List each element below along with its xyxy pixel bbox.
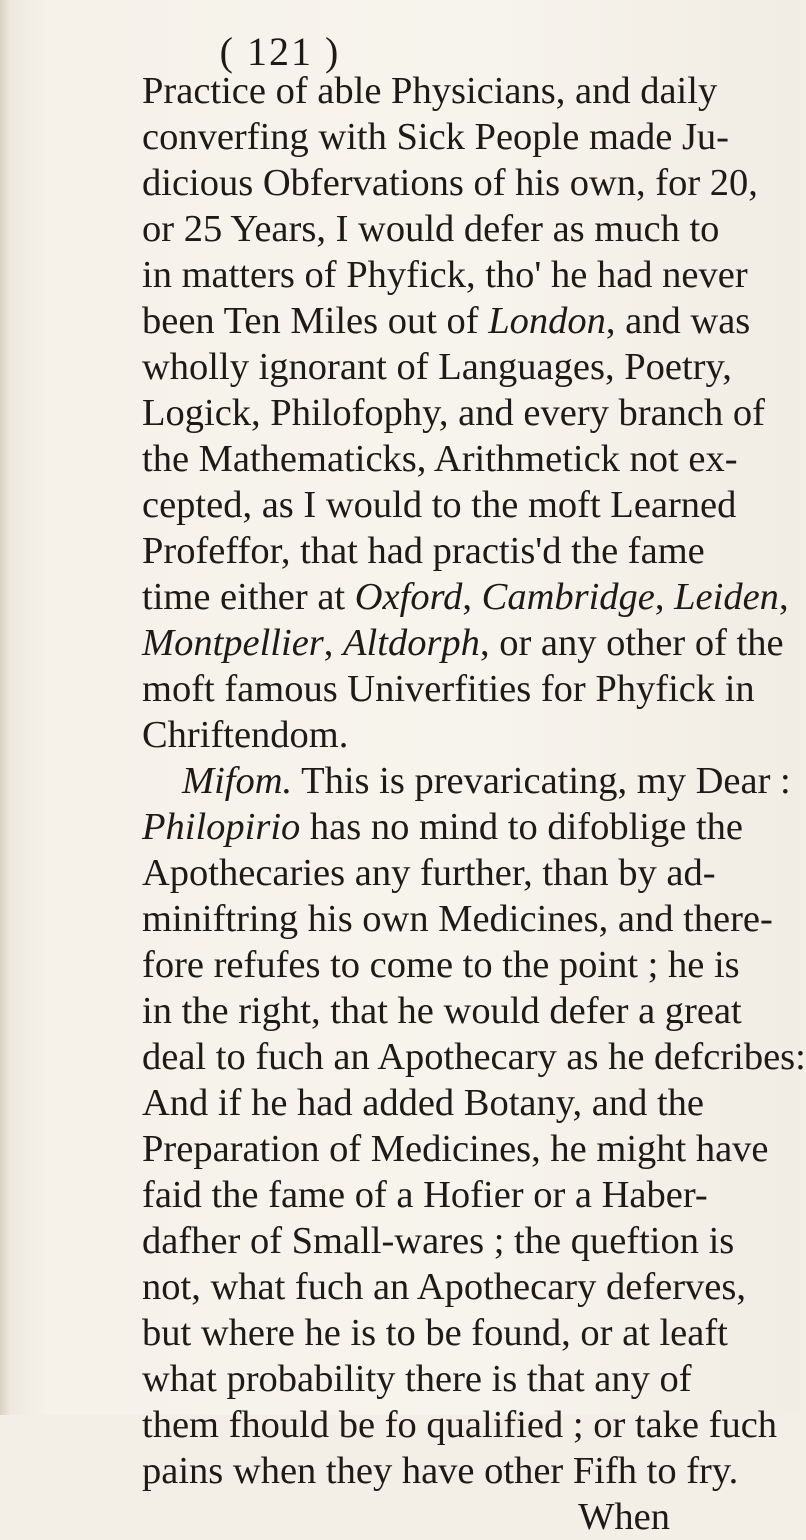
text-line: fore refufes to come to the point ; he is bbox=[142, 944, 740, 986]
text-line: faid the fame of a Hofier or a Haber- bbox=[142, 1174, 708, 1216]
text-run: time either at bbox=[142, 576, 355, 618]
place-name-altdorph: Altdorph bbox=[343, 622, 480, 664]
text-run: been Ten Miles out of bbox=[142, 300, 489, 342]
text-run: This is prevaricating, my Dear : bbox=[292, 760, 791, 802]
body-text bbox=[142, 68, 806, 1540]
text-line: in the right, that he would defer a great bbox=[142, 990, 742, 1032]
place-name-leiden: Leiden bbox=[674, 576, 779, 618]
text-line bbox=[142, 298, 751, 344]
text-line: what probability there is that any of bbox=[142, 1358, 692, 1400]
page-gutter-shadow bbox=[0, 0, 10, 1415]
text-run: has no mind to difoblige the bbox=[300, 806, 743, 848]
place-name-montpellier: Montpellier bbox=[142, 622, 324, 664]
text-line: dafher of Small-wares ; the queftion is bbox=[142, 1220, 735, 1262]
text-line: Logick, Philofophy, and every branch of bbox=[142, 392, 765, 434]
text-line: or 25 Years, I would defer as much to bbox=[142, 208, 720, 250]
text-line: the Mathematicks, Arithmetick not ex- bbox=[142, 438, 738, 480]
text-line: pains when they have other Fifh to fry. bbox=[142, 1450, 739, 1492]
text-line bbox=[142, 804, 743, 850]
text-line: Preparation of Medicines, he might have bbox=[142, 1128, 769, 1170]
text-line: deal to fuch an Apothecary as he defcribes: bbox=[142, 1036, 806, 1078]
page-number: ( 121 ) bbox=[219, 29, 341, 74]
text-line: Chriftendom. bbox=[142, 714, 349, 756]
text-line: in matters of Phyfick, tho' he had never bbox=[142, 254, 748, 296]
place-name-oxford: Oxford bbox=[354, 576, 463, 618]
text-line bbox=[142, 574, 789, 620]
text-run: , bbox=[323, 622, 344, 664]
text-line: but where he is to be found, or at leaft bbox=[142, 1312, 728, 1354]
text-run: , bbox=[654, 576, 675, 618]
text-run: , bbox=[462, 576, 482, 618]
text-run: , and was bbox=[605, 300, 751, 342]
text-line: wholly ignorant of Languages, Poetry, bbox=[142, 346, 732, 388]
text-line: cepted, as I would to the moft Learned bbox=[142, 484, 737, 526]
character-name: Philopirio bbox=[142, 806, 301, 848]
text-line bbox=[142, 758, 791, 804]
text-line: Profeffor, that had practis'd the fame bbox=[142, 530, 705, 572]
speaker-name: Mifom. bbox=[182, 760, 293, 802]
text-line: moft famous Univerfities for Phyfick in bbox=[142, 668, 755, 710]
text-line: miniftring his own Medicines, and there- bbox=[142, 898, 773, 940]
text-line: them fhould be fo qualified ; or take fuch bbox=[142, 1404, 778, 1446]
text-run: , or any other of the bbox=[479, 622, 784, 664]
text-line: converfing with Sick People made Ju- bbox=[142, 116, 729, 158]
place-name-london: London bbox=[488, 300, 606, 342]
text-line: Apothecaries any further, than by ad- bbox=[142, 852, 716, 894]
text-run: , bbox=[778, 576, 789, 618]
text-line: Practice of able Physicians, and daily bbox=[142, 70, 718, 112]
text-line: And if he had added Botany, and the bbox=[142, 1082, 705, 1124]
text-line bbox=[142, 620, 784, 666]
catchword: When bbox=[578, 1496, 670, 1538]
place-name-cambridge: Cambridge bbox=[481, 576, 655, 618]
text-line: not, what fuch an Apothecary deferves, bbox=[142, 1266, 747, 1308]
text-line: dicious Obfervations of his own, for 20, bbox=[142, 162, 758, 204]
